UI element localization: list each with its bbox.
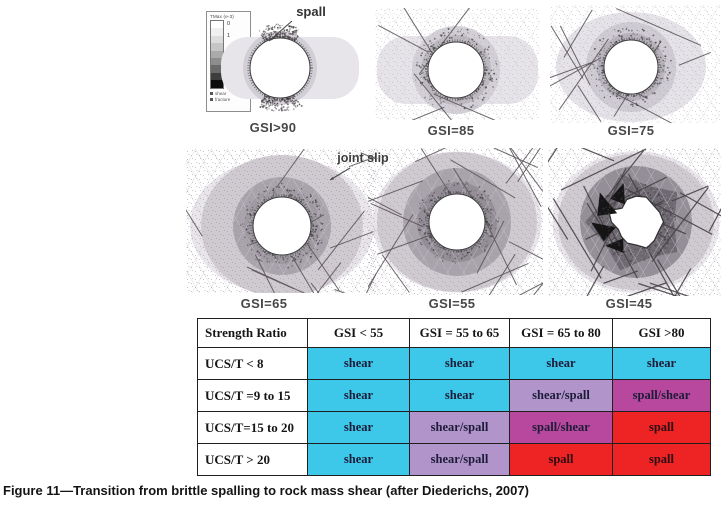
panel-label-gsi65: GSI=65	[240, 296, 288, 311]
table-header-strength-ratio: Strength Ratio	[198, 319, 308, 348]
table-row	[198, 444, 711, 476]
table-cell-shear_spall: shear/spall	[410, 412, 510, 444]
legend-tick: 0	[227, 21, 231, 27]
legend-note-text: fracture	[215, 97, 231, 103]
table-cell-shear: shear	[308, 412, 410, 444]
panel-label-gsi55: GSI=55	[428, 296, 476, 311]
legend-title: TMax (e-3)	[210, 14, 235, 19]
model-panel-gsi55	[368, 148, 543, 295]
panel-label-gsi85: GSI=85	[427, 123, 475, 138]
legend-note-text: shear	[215, 91, 227, 96]
table-cell-spall: spall	[613, 412, 711, 444]
table-header-row	[198, 319, 711, 348]
table-cell-spall: spall	[613, 444, 711, 476]
table-cell-spall_shear: spall/shear	[510, 412, 613, 444]
table-cell-shear: shear	[308, 380, 410, 412]
table-cell-shear: shear	[410, 380, 510, 412]
annotation-joint-slip: joint slip	[337, 151, 389, 165]
table-row	[198, 412, 711, 444]
row-label: UCS/T =9 to 15	[198, 380, 308, 412]
model-panel-gsi85	[375, 8, 540, 120]
table-header-gsi: GSI = 55 to 65	[410, 319, 510, 348]
model-panel-gsi90	[215, 8, 365, 120]
legend-tick: 1	[227, 33, 231, 40]
table-header-gsi: GSI < 55	[308, 319, 410, 348]
table-row	[198, 380, 711, 412]
panel-label-gsi90: GSI>90	[249, 120, 297, 135]
table-header-gsi: GSI = 65 to 80	[510, 319, 613, 348]
model-panel-gsi65	[186, 149, 376, 293]
row-label: UCS/T=15 to 20	[198, 412, 308, 444]
row-label: UCS/T < 8	[198, 348, 308, 380]
table-row	[198, 348, 711, 380]
figure-caption: Figure 11—Transition from brittle spalling to rock mass shear (after Diederichs, 2007)	[3, 483, 529, 498]
table-cell-shear: shear	[410, 348, 510, 380]
table-cell-shear: shear	[613, 348, 711, 380]
strength-gsi-table	[197, 318, 711, 476]
model-panel-gsi75	[550, 5, 720, 123]
table-cell-spall: spall	[510, 444, 613, 476]
panel-label-gsi75: GSI=75	[607, 123, 655, 138]
panel-label-gsi45: GSI=45	[605, 296, 653, 311]
table-cell-shear: shear	[308, 444, 410, 476]
table-cell-shear: shear	[308, 348, 410, 380]
table-cell-shear_spall: shear/spall	[510, 380, 613, 412]
legend-note-marker	[210, 92, 213, 95]
model-panel-gsi45	[548, 148, 721, 296]
table-cell-spall_shear: spall/shear	[613, 380, 711, 412]
table-cell-shear_spall: shear/spall	[410, 444, 510, 476]
table-header-gsi: GSI >80	[613, 319, 711, 348]
row-label: UCS/T > 20	[198, 444, 308, 476]
table-cell-shear: shear	[510, 348, 613, 380]
annotation-spall: spall	[296, 4, 326, 19]
legend-note-marker	[210, 98, 213, 101]
